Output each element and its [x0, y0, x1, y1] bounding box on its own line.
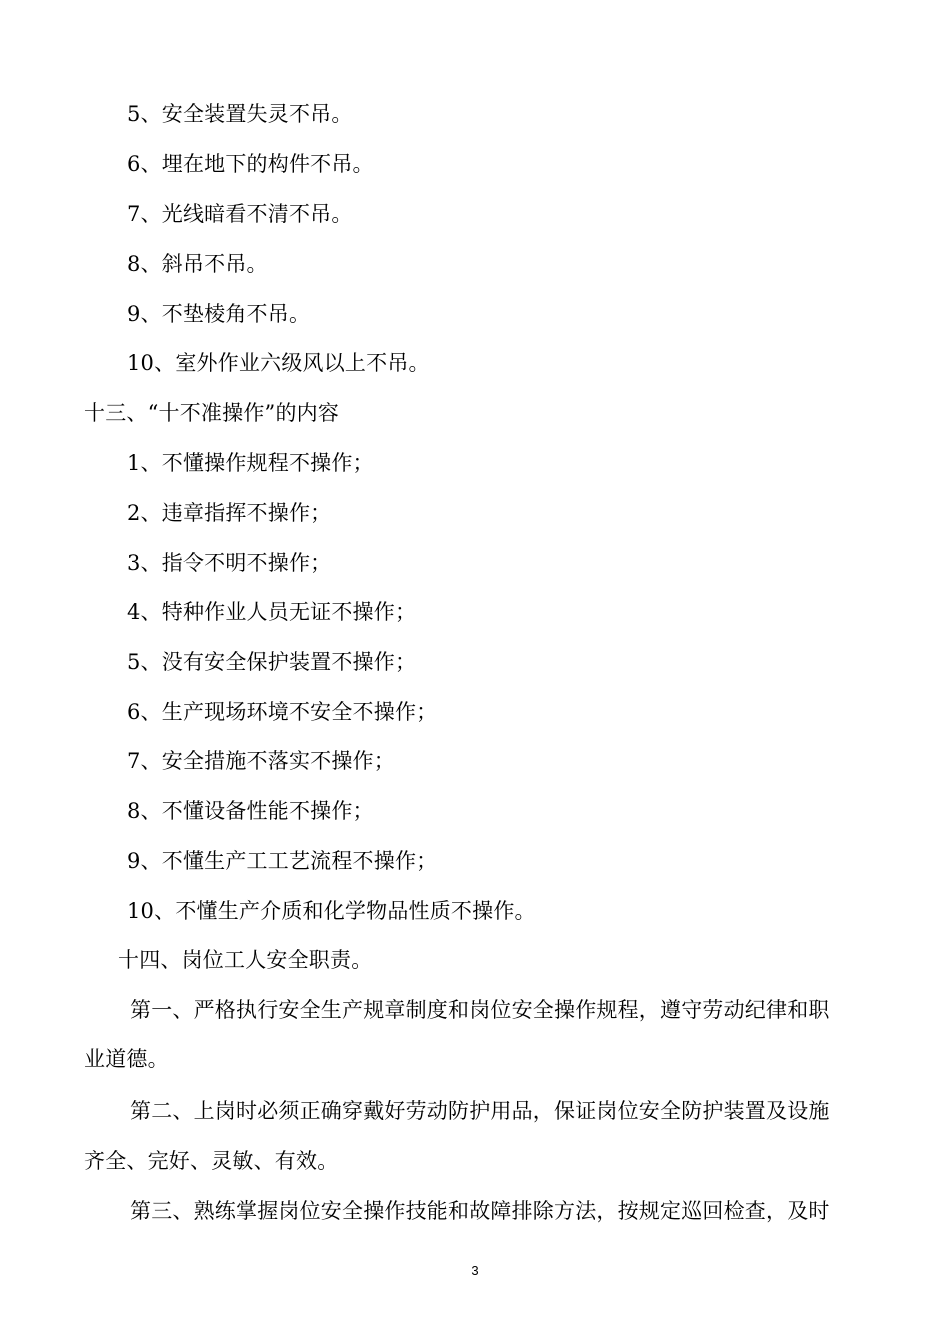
- list-item: 7、光线暗看不清不吊。: [127, 202, 353, 226]
- list-item: 10、室外作业六级风以上不吊。: [127, 351, 430, 375]
- list-item: 8、不懂设备性能不操作；: [127, 799, 374, 823]
- list-item: 5、安全装置失灵不吊。: [127, 102, 353, 126]
- list-item: 7、安全措施不落实不操作；: [127, 749, 395, 773]
- paragraph-line: 第二、上岗时必须正确穿戴好劳动防护用品，保证岗位安全防护装置及设施: [130, 1099, 830, 1123]
- list-item: 5、没有安全保护装置不操作；: [127, 650, 417, 674]
- list-item: 6、生产现场环境不安全不操作；: [127, 700, 438, 724]
- paragraph-line: 第三、熟练掌握岗位安全操作技能和故障排除方法，按规定巡回检查，及时: [130, 1199, 830, 1223]
- list-item: 6、埋在地下的构件不吊。: [127, 152, 374, 176]
- section-13-heading: 十三、“十不准操作”的内容: [84, 401, 340, 425]
- list-item: 9、不懂生产工工艺流程不操作；: [127, 849, 438, 873]
- list-item: 3、指令不明不操作；: [127, 551, 332, 575]
- page-number: 3: [471, 1263, 479, 1278]
- paragraph-line: 齐全、完好、灵敏、有效。: [84, 1149, 339, 1173]
- section-14-heading: 十四、岗位工人安全职责。: [118, 948, 373, 972]
- list-item: 4、特种作业人员无证不操作；: [127, 600, 417, 624]
- list-item: 10、不懂生产介质和化学物品性质不操作。: [127, 899, 536, 923]
- list-item: 1、不懂操作规程不操作；: [127, 451, 374, 475]
- paragraph-line: 业道德。: [84, 1047, 169, 1071]
- list-item: 8、斜吊不吊。: [127, 252, 268, 276]
- list-item: 9、不垫棱角不吊。: [127, 302, 311, 326]
- paragraph-line: 第一、严格执行安全生产规章制度和岗位安全操作规程，遵守劳动纪律和职: [130, 998, 830, 1022]
- list-item: 2、违章指挥不操作；: [127, 501, 332, 525]
